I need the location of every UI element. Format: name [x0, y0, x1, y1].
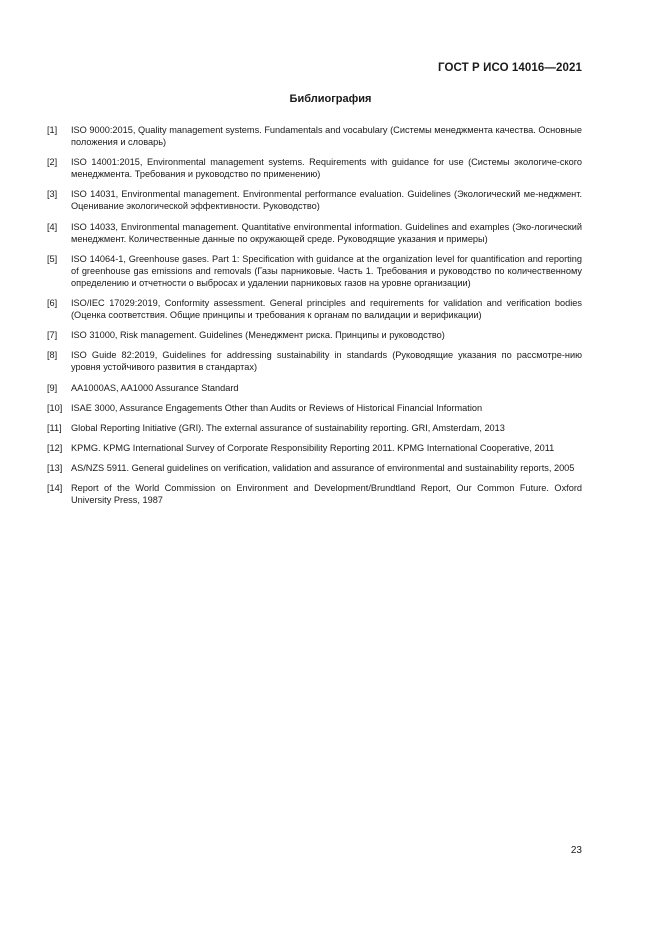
ref-text: AS/NZS 5911. General guidelines on verification, validation and assurance of environmental and sustainability reports, 2005	[71, 463, 575, 474]
ref-text: ISO 14031, Environmental management. Environmental performance evaluation. Guidelines (Экологический ме-неджмент. Оценивание экологической эффективности. Руководство)	[71, 189, 582, 212]
ref-text: ISO 14064-1, Greenhouse gases. Part 1: Specification with guidance at the organization level for quantification and reporting of greenhouse gas emissions and removals (Газы парниковые. Часть 1. Требования и руководство по количественному определению и отчетности о выбросах и удалении парниковых газов на уровне организации)	[71, 253, 582, 288]
ref-text: Global Reporting Initiative (GRI). The external assurance of sustainability reporting. GRI, Amsterdam, 2013	[71, 422, 505, 433]
ref-number: [4]	[47, 221, 58, 232]
bibliography-item-2	[47, 156, 582, 180]
bibliography-item-9	[47, 382, 582, 394]
ref-text: Report of the World Commission on Environment and Development/Brundtland Report, Our Common Future. Oxford University Press, 1987	[71, 483, 582, 506]
ref-text: AA1000AS, AA1000 Assurance Standard	[71, 382, 239, 393]
bibliography-item-7	[47, 329, 582, 341]
ref-text: ISO 14001:2015, Environmental management systems. Requirements with guidance for use (Системы экологиче-ского менеджмента. Требования и руководство по применению)	[71, 157, 582, 180]
ref-number: [12]	[47, 443, 63, 454]
bibliography-item-5	[47, 253, 582, 289]
bibliography-item-8	[47, 349, 582, 373]
ref-number: [8]	[47, 350, 58, 361]
ref-number: [14]	[47, 483, 63, 494]
ref-text: ISO Guide 82:2019, Guidelines for addressing sustainability in standards (Руководящие указания по рассмотре-нию уровня устойчивого развития в стандартах)	[71, 350, 582, 373]
bibliography-item-14	[47, 482, 582, 506]
bibliography-item-6	[47, 297, 582, 321]
bibliography-item-4	[47, 221, 582, 245]
ref-text: KPMG. KPMG International Survey of Corporate Responsibility Reporting 2011. KPMG International Cooperative, 2011	[71, 443, 555, 454]
bibliography-list	[47, 124, 582, 515]
ref-number: [13]	[47, 463, 63, 474]
bibliography-item-10	[47, 402, 582, 414]
ref-number: [7]	[47, 330, 58, 341]
bibliography-item-11	[47, 422, 582, 434]
bibliography-title: Библиография	[289, 93, 372, 105]
ref-number: [9]	[47, 382, 58, 393]
ref-text: ISO 31000, Risk management. Guidelines (Менеджмент риска. Принципы и руководство)	[71, 330, 445, 341]
ref-text: ISAE 3000, Assurance Engagements Other than Audits or Reviews of Historical Financial Information	[71, 402, 483, 413]
ref-number: [3]	[47, 189, 58, 200]
ref-number: [1]	[47, 125, 58, 135]
ref-text: ISO 9000:2015, Quality management systems. Fundamentals and vocabulary (Системы менеджмента качества. Основные положения и словарь)	[71, 125, 582, 147]
ref-number: [2]	[47, 157, 58, 168]
ref-number: [10]	[47, 402, 63, 413]
ref-text: ISO 14033, Environmental management. Quantitative environmental information. Guidelines and examples (Эко-логический менеджмент. Количественные данные по окружающей среде. Руководящие указания и примеры)	[71, 221, 582, 244]
document-code: ГОСТ Р ИСО 14016—2021	[437, 62, 582, 74]
bibliography-item-3	[47, 188, 582, 212]
bibliography-item-13	[47, 462, 582, 474]
bibliography-item-1	[47, 124, 582, 148]
ref-number: [11]	[47, 422, 62, 433]
ref-text: ISO/IEC 17029:2019, Conformity assessment. General principles and requirements for validation and verification bodies (Оценка соответствия. Общие принципы и требования к органам по валидации и верификации)	[71, 297, 582, 320]
ref-number: [6]	[47, 297, 58, 308]
page-number: 23	[570, 845, 582, 856]
bibliography-item-12	[47, 442, 582, 454]
ref-number: [5]	[47, 253, 58, 264]
